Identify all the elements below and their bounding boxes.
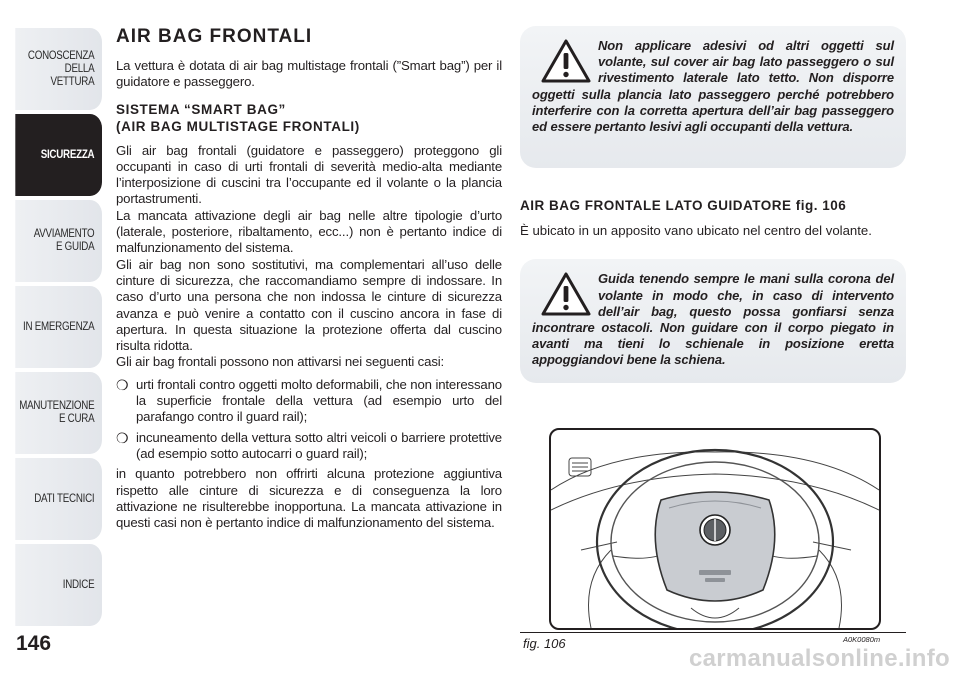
tab-sicurezza[interactable] <box>15 114 102 196</box>
circle-bullet-icon: ❍ <box>116 429 129 446</box>
warning-text: Non applicare adesivi od altri oggetti sul volante, sul cover air bag lato passeggero o sul rivestimento laterale lato tetto. Non disporre oggetti sulla plancia lato passeggero perché potrebbero interferire con la corretta apertura dell’air bag passeggero ed essere pertanto lesivi agli occupanti della vettura. <box>532 38 894 135</box>
body-paragraph: in quanto potrebbero non offrirti alcuna protezione aggiuntiva rispetto alle cinture di sicurezza e di conseguenza la loro attivazione ne risulterebbe inopportuna. La mancata attivazione in questi casi non è pertanto indice di malfunzionamento del sistema. <box>116 466 502 531</box>
tab-conoscenza-della-vettura[interactable] <box>15 28 102 110</box>
page-number: 146 <box>16 632 52 655</box>
warning-box <box>520 26 906 168</box>
watermark: carmanualsonline.info <box>688 645 950 672</box>
steering-wheel-illustration <box>551 430 879 628</box>
page-title: AIR BAG FRONTALI <box>116 26 313 47</box>
tab-in-emergenza[interactable] <box>15 286 102 368</box>
warning-triangle-icon <box>540 271 592 317</box>
bullet-list <box>116 377 502 462</box>
section-title-driver-airbag: AIR BAG FRONTALE LATO GUIDATORE fig. 106 <box>520 198 847 213</box>
tab-label: INDICE <box>62 578 95 591</box>
tab-dati-tecnici[interactable] <box>15 458 102 540</box>
list-item-text: incuneamento della vettura sotto altri veicoli o barriere protettive (ad esempio sotto autocarri o guard rail); <box>136 429 502 461</box>
warning-text: Guida tenendo sempre le mani sulla corona del volante in modo che, in caso di intervento dell’air bag, questo possa gonfiarsi senza incontrare ostacoli. Non guidare con il corpo piegato in avanti ma tieni lo schienale in posizione eretta appoggiandovi bene la schiena. <box>532 271 894 368</box>
body-paragraph: È ubicato in un apposito vano ubicato nel centro del volante. <box>520 223 872 238</box>
tab-label: MANUTENZIONE E CURA <box>19 400 95 425</box>
tab-avviamento-e-guida[interactable] <box>15 200 102 282</box>
tab-label: SICUREZZA <box>40 148 95 161</box>
tab-manutenzione-e-cura[interactable] <box>15 372 102 454</box>
section-title-line-1: SISTEMA “SMART BAG” <box>116 101 286 117</box>
tab-label: DATI TECNICI <box>34 492 95 505</box>
tab-label: IN EMERGENZA <box>23 320 95 333</box>
tab-indice[interactable] <box>15 544 102 626</box>
circle-bullet-icon: ❍ <box>116 376 129 393</box>
body-paragraph: Gli air bag frontali possono non attivarsi nei seguenti casi: <box>116 354 445 370</box>
figure-caption: fig. 106 <box>523 636 566 651</box>
tab-label: AVVIAMENTO E GUIDA <box>33 228 95 253</box>
list-item-text: urti frontali contro oggetti molto deformabili, che non interessano la superficie frontale della vettura (ad esempio urto del parafango contro il guard rail); <box>136 376 502 425</box>
list-item <box>116 430 502 463</box>
right-column <box>520 26 906 383</box>
tab-label: CONOSCENZA DELLA VETTURA <box>27 49 95 88</box>
figure-steering-wheel <box>549 428 881 630</box>
figure-divider <box>520 632 906 633</box>
body-paragraph: La mancata attivazione degli air bag nelle altre tipologie d’urto (laterale, posteriore, ribaltamento, ecc...) non è pertanto indice di malfunzionamento del sistema. <box>116 207 502 256</box>
section-title-line-2: (AIR BAG MULTISTAGE FRONTALI) <box>116 118 360 134</box>
warning-box <box>520 259 906 382</box>
body-paragraph: Gli air bag non sono sostitutivi, ma complementari all’uso delle cinture di sicurezza, che raccomandiamo sempre di indossare. In caso d’urto una persona che non indossa le cinture di sicurezza avanza e può venire a contatto con il cuscino ancora in fase di apertura. In questa situazione la protezione offerta dal cuscino risulta ridotta. <box>116 256 502 354</box>
warning-triangle-icon <box>540 38 592 84</box>
body-paragraph: Gli air bag frontali (guidatore e passeggero) proteggono gli occupanti in caso di urti frontali di severità medio-alta mediante l’interposizione di cuscini tra l’occupante ed il volante o la plancia portastrumenti. <box>116 142 502 207</box>
figure-code: A0K0080m <box>843 635 881 644</box>
left-column <box>116 26 502 531</box>
list-item <box>116 377 502 426</box>
intro-paragraph: La vettura è dotata di air bag multistage frontali (”Smart bag”) per il guidatore e passeggero. <box>116 58 502 90</box>
section-title-smart-bag <box>116 101 502 135</box>
